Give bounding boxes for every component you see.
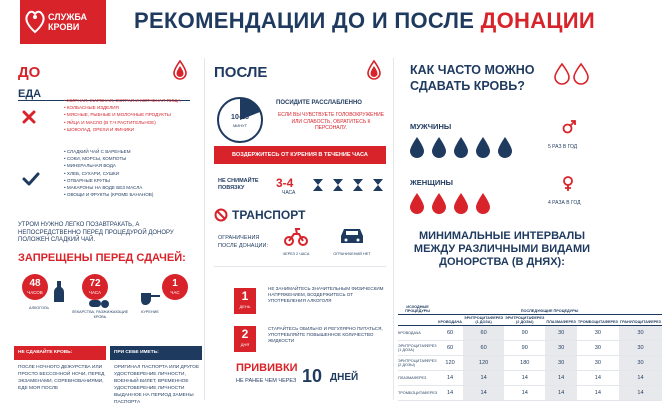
smoking-caption: КУРЕНИЕ (141, 310, 159, 314)
men-label: МУЖЧИНЫ (410, 122, 452, 131)
no-donate-text: ПОСЛЕ НОЧНОГО ДЕЖУРСТВА ИЛИ ПРОСТО БЕССОННОЙ НОЧИ, ПЕРЕД ЭКЗАМЕНАМИ, СОРЕВНОВАНИЯМИ, ЕДЕ МОЯ ПОСЛЕ (18, 365, 105, 391)
table-cell: 120 (437, 356, 463, 371)
divider (393, 58, 394, 400)
table-cell: 60 (463, 341, 504, 356)
smoking-hours-badge (162, 274, 188, 300)
table-cell: 14 (437, 371, 463, 386)
table-cell: 30 (577, 356, 619, 371)
list-item: • КОЛБАСНЫЕ ИЗДЕЛИЯ (64, 104, 181, 111)
drop-icon (476, 137, 490, 158)
medicine-hours-badge (82, 274, 108, 300)
table-cell: 14 (504, 371, 545, 386)
table-cell: 30 (545, 341, 577, 356)
two-drops-icon (552, 62, 592, 84)
list-item: • МЯСНЫЕ, РЫБНЫЕ И МОЛОЧНЫЕ ПРОДУКТЫ (64, 111, 181, 118)
col-header: ЭРИТРОЦИТАФЕРЕЗ (1 ДОЗА) (464, 316, 504, 324)
drop-icon (476, 193, 490, 214)
frequency-title: КАК ЧАСТО МОЖНО СДАВАТЬ КРОВЬ? (410, 63, 535, 93)
no-entry-icon (214, 208, 228, 222)
men-caption: 5 РАЗ В ГОД (548, 144, 578, 150)
list-item: • СЛАДКИЙ ЧАЙ С ВАРЕНЬЕМ (64, 148, 153, 155)
divider (214, 266, 386, 267)
col-header: ПЛАЗМАФЕРЕЗ (545, 315, 577, 326)
cross-icon (22, 110, 36, 124)
table-cell: 60 (437, 326, 463, 341)
drop-icon (498, 137, 512, 158)
list-item: • ОВОЩИ И ФРУКТЫ (КРОМЕ БАНАНОВ) (64, 191, 153, 198)
list-item: • ЯЙЦА И МАСЛО (В Т.Ч РАСТИТЕЛЬНОЕ) (64, 119, 181, 126)
badge-number: 72 (89, 278, 101, 289)
dizzy-text: ЕСЛИ ВЫ ЧУВСТВУЕТЕ ГОЛОВОКРУЖЕНИЕ ИЛИ СЛАБОСТЬ, ОБРАТИТЕСЬ К ПЕРСОНАЛУ. (277, 112, 385, 131)
table-cell: 30 (619, 341, 662, 356)
table-cell: 180 (504, 356, 545, 371)
table-row (398, 386, 662, 401)
table-cell: 30 (545, 356, 577, 371)
drop-icon (410, 193, 424, 214)
male-symbol-icon (562, 120, 576, 134)
table-cell: 14 (545, 386, 577, 401)
intervals-table (398, 304, 662, 401)
table-row (398, 341, 662, 356)
drop-icon (454, 137, 468, 158)
table-cell: 60 (437, 341, 463, 356)
car-icon (338, 226, 366, 246)
col-header: КРОВОДАЧА (437, 315, 463, 326)
list-item: • ШОКОЛАД, ОРЕХИ И ФИНИКИ (64, 126, 181, 133)
table-cell: 14 (545, 371, 577, 386)
vaccination-text: НЕ РАНЕЕ ЧЕМ ЧЕРЕЗ (236, 378, 297, 384)
vaccination-unit: ДНЕЙ (330, 372, 359, 383)
bandage-hours: 3-4 (276, 176, 294, 190)
badge-unit: ЧАСОВ (27, 290, 43, 295)
table-cell: 30 (619, 326, 662, 341)
sit-text: ПОСИДИТЕ РАССЛАБЛЕННО (276, 100, 362, 106)
table-body (398, 326, 662, 401)
car-caption: ОГРАНИЧЕНИЙ НЕТ (333, 252, 371, 256)
heart-logo-icon (24, 8, 46, 34)
table-cell: 30 (545, 326, 577, 341)
min-intervals-title: МИНИМАЛЬНЫЕ ИНТЕРВАЛЫ МЕЖДУ РАЗЛИЧНЫМИ ВИДАМИ ДОНОРСТВА (В ДНЯХ): (413, 230, 591, 268)
drop-icon (454, 193, 468, 214)
list-item: • СОКИ, МОРСЫ, КОМПОТЫ (64, 155, 153, 162)
badge-unit: ЧАСА (88, 290, 102, 295)
col-header: ТРОМБОЦИТАФЕРЕЗ (577, 315, 619, 326)
motorcycle-icon (284, 226, 308, 246)
bottle-icon (52, 280, 66, 304)
table-cell: 14 (619, 386, 662, 401)
logo[interactable] (20, 0, 106, 44)
check-icon (22, 172, 40, 186)
list-item: • ОТВАРНЫЕ КРУПЫ (64, 177, 153, 184)
table-cell: 14 (619, 371, 662, 386)
list-item: • ЖИРНАЯ, ЖАРЕНАЯ, ОСТРАЯ И КОПЧЕНАЯ ПИЩА (64, 97, 181, 104)
badge-number: 48 (29, 278, 41, 289)
table-head-right: ПОСЛЕДУЮЩИЕ ПРОЦЕДУРЫ (437, 304, 662, 315)
transport-limit: ОГРАНИЧЕНИЯ ПОСЛЕ ДОНАЦИИ: (218, 235, 268, 249)
table-cell: 14 (463, 371, 504, 386)
table-row (398, 326, 662, 341)
logo-line1: СЛУЖБА (48, 12, 87, 22)
divider (204, 58, 205, 400)
breakfast-note: УТРОМ НУЖНО ЛЕГКО ПОЗАВТРАКАТЬ, А НЕПОСРЕДСТВЕННО ПЕРЕД ПРОЦЕДУРОЙ ДОНОРУ ПОЛОЖЕН СЛАДКИЙ ЧАЙ. (18, 222, 174, 243)
table-cell: 14 (463, 386, 504, 401)
table-cell: 30 (577, 326, 619, 341)
table-cell: 30 (577, 341, 619, 356)
women-label: ЖЕНЩИНЫ (410, 178, 453, 187)
day1-label: ДЕНЬ (239, 304, 251, 309)
transport-title: ТРАНСПОРТ (232, 208, 306, 222)
after-title: ПОСЛЕ (214, 64, 268, 81)
take-header: ПРИ СЕБЕ ИМЕТЬ: (110, 346, 202, 360)
row-label: ЭРИТРОЦИТАФЕРЕЗ (1 ДОЗА) (398, 341, 437, 356)
day2-label: ДНЯ (240, 342, 250, 347)
table-cell: 14 (577, 371, 619, 386)
row-label: ТРОМБОЦИТАФЕРЕЗ (398, 386, 437, 401)
title-part1: РЕКОМЕНДАЦИИ ДО И ПОСЛЕ (134, 8, 481, 33)
title-part2: ДОНАЦИИ (480, 8, 596, 33)
vaccination-days: 10 (302, 366, 323, 386)
row-label: ПЛАЗМАФЕРЕЗ (398, 371, 437, 386)
badge-number: 1 (172, 278, 178, 289)
clock-unit: МИНУТ (232, 123, 248, 128)
good-foods-list (64, 148, 153, 198)
clock-minutes: 10-15 (231, 114, 249, 121)
row-label: КРОВОДАЧА (398, 326, 437, 341)
drop-outline-icon (172, 60, 188, 80)
table-cell: 60 (463, 326, 504, 341)
day2-block (234, 326, 256, 352)
moto-caption: ЧЕРЕЗ 2 ЧАСА (282, 252, 310, 256)
medicine-caption: ЛЕКАРСТВА, РАЗЖИЖАЮЩИЕ КРОВЬ (71, 310, 129, 319)
day2-number: 2 (241, 327, 249, 341)
women-drops (408, 192, 528, 214)
bad-foods-list (64, 97, 181, 133)
drop-icon (432, 193, 446, 214)
table-cell: 30 (619, 356, 662, 371)
col-header: ЭРИТРОЦИТАФЕРЕЗ (2 ДОЗЫ) (505, 316, 545, 324)
table-cell: 14 (504, 386, 545, 401)
day1-text: НЕ ЗАНИМАЙТЕСЬ ЗНАЧИТЕЛЬНЫМ ФИЗИЧЕСКИМ НАПРЯЖЕНИЕМ, ВОЗДЕРЖИТЕСЬ ОТ УПОТРЕБЛЕНИЯ АЛКОГОЛЯ (268, 286, 384, 304)
drop-icon (410, 137, 424, 158)
hourglass-icons (312, 178, 384, 192)
table-cell: 14 (437, 386, 463, 401)
drop-icon (432, 137, 446, 158)
table-cell: 90 (504, 326, 545, 341)
smoke-warning-bar: ВОЗДЕРЖИТЕСЬ ОТ КУРЕНИЯ В ТЕЧЕНИЕ ЧАСА (214, 146, 386, 164)
row-label: ЭРИТРОЦИТАФЕРЕЗ (2 ДОЗЫ) (398, 356, 437, 371)
alcohol-hours-badge (22, 274, 48, 300)
header (0, 0, 600, 46)
bandage-unit: ЧАСА (282, 190, 296, 196)
alcohol-caption: АЛКОГОЛЬ (29, 306, 49, 310)
list-item: • ХЛЕБ, СУХАРИ, СУШКИ (64, 170, 153, 177)
table-corner (398, 315, 437, 326)
table-cell: 120 (463, 356, 504, 371)
no-donate-header: НЕ СДАВАЙТЕ КРОВЬ: (14, 346, 106, 360)
day1-number: 1 (241, 289, 249, 303)
vaccination-title: ПРИВИВКИ (236, 362, 298, 374)
table-row (398, 371, 662, 386)
table-cell: 14 (577, 386, 619, 401)
men-drops (408, 136, 528, 158)
list-item: • МАКАРОНЫ НА ВОДЕ БЕЗ МАСЛА (64, 184, 153, 191)
table-row (398, 356, 662, 371)
col-header: ГРАНУЛОЦИТАФЕРЕЗ (619, 315, 662, 326)
badge-unit: ЧАС (170, 290, 180, 295)
day2-text: СТАРАЙТЕСЬ ОБИЛЬНО И РЕГУЛЯРНО ПИТАТЬСЯ, УПОТРЕБЛЯЙТЕ ПОВЫШЕННОЕ КОЛИЧЕСТВО ЖИДКОСТИ (268, 326, 383, 344)
pipe-icon (140, 290, 162, 306)
take-text: ОРИГИНАЛ ПАСПОРТА ИЛИ ДРУГОЕ УДОСТОВЕРЕНИЕ ЛИЧНОСТИ, ВОЕННЫЙ БИЛЕТ, ВРЕМЕННОЕ УДОСТОВЕРЕНИЕ ЛИЧНОСТИ ВЫДАННОЕ НА ПЕРИОД ЗАМЕНЫ ПАСПОРТА (114, 365, 200, 405)
page-title (134, 8, 595, 34)
women-caption: 4 РАЗА В ГОД (548, 200, 581, 206)
food-title: ЕДА (18, 88, 42, 100)
day1-block (234, 288, 256, 314)
table-head-left: ИСХОДНЫЕ ПРОЦЕДУРЫ (398, 304, 437, 315)
drop-outline-icon (366, 60, 382, 80)
logo-line2: КРОВИ (48, 22, 80, 32)
pill-icon (88, 298, 110, 310)
bandage-label: НЕ СНИМАЙТЕ ПОВЯЗКУ (218, 178, 259, 191)
forbidden-title: ЗАПРЕЩЕНЫ ПЕРЕД СДАЧЕЙ: (18, 252, 186, 264)
before-title: ДО (18, 64, 41, 81)
table-cell: 90 (504, 341, 545, 356)
female-symbol-icon (562, 176, 574, 192)
list-item: • МИНЕРАЛЬНАЯ ВОДА (64, 162, 153, 169)
